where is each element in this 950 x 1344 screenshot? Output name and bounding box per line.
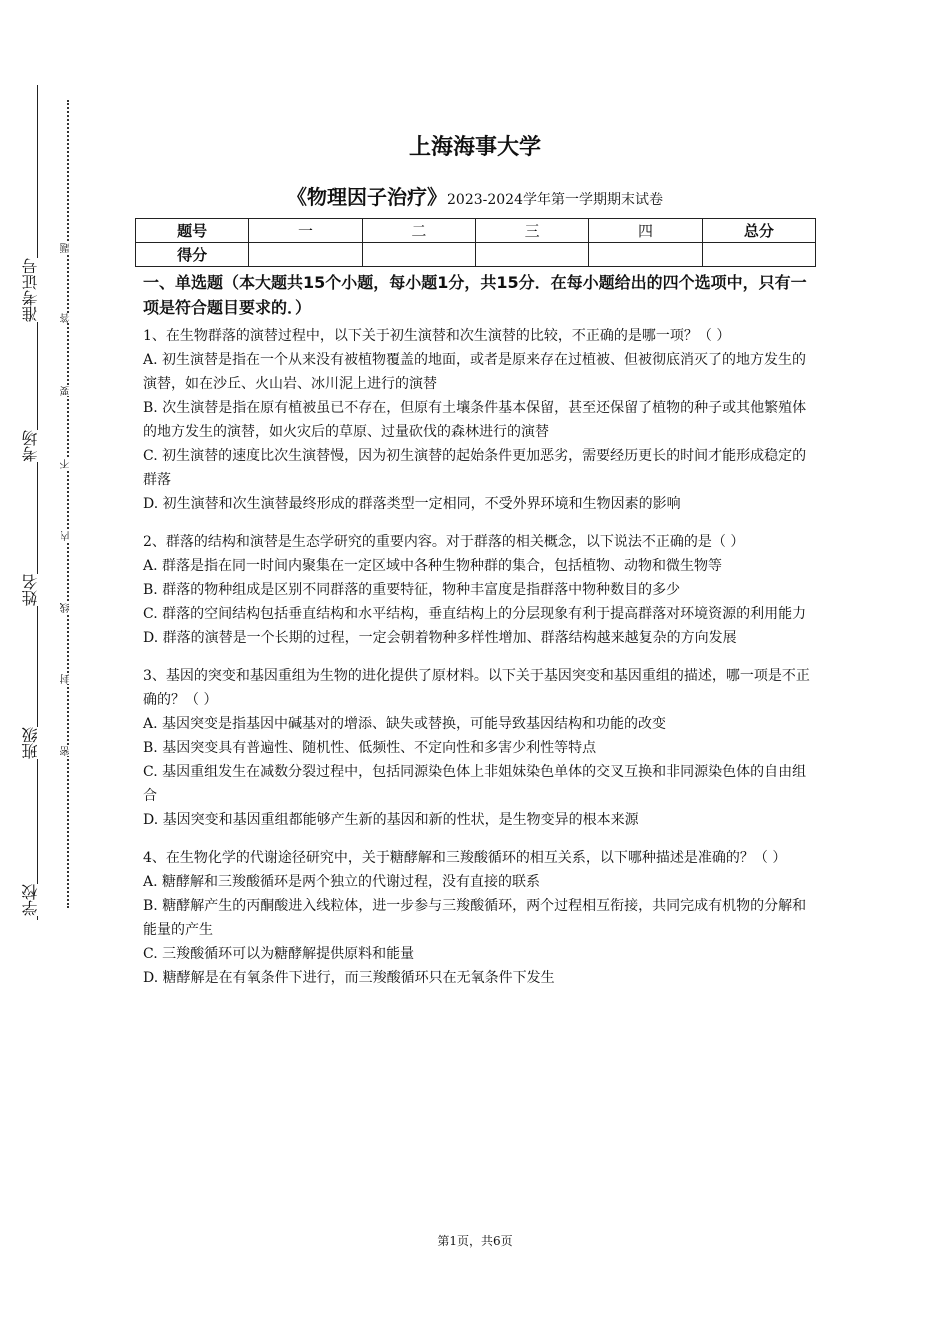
option-c: C. 初生演替的速度比次生演替慢，因为初生演替的起始条件更加恶劣，需要经历更长的时间才能形成稳定的群落 — [143, 448, 807, 488]
option-a: A. 基因突变是指基因中碱基对的增添、缺失或替换，可能导致基因结构和功能的改变 — [143, 716, 667, 732]
binding-fill-line — [37, 85, 38, 920]
score-row-label: 得分 — [136, 243, 249, 267]
score-table-header: 总分 — [702, 219, 815, 243]
option-d: D. 糖酵解是在有氧条件下进行，而三羧酸循环只在无氧条件下发生 — [143, 970, 555, 986]
option-c: C. 群落的空间结构包括垂直结构和水平结构，垂直结构上的分层现象有利于提高群落对环境资源的利用能力 — [143, 606, 807, 622]
question-3 — [143, 664, 813, 832]
option-b: B. 基因突变具有普遍性、随机性、低频性、不定向性和多害少利性等特点 — [143, 740, 597, 756]
seal-char: 题 — [61, 243, 75, 253]
question-4 — [143, 846, 813, 990]
option-b: B. 糖酵解产生的丙酮酸进入线粒体，进一步参与三羧酸循环，两个过程相互衔接，共同完成有机物的分解和能量的产生 — [143, 898, 807, 938]
seal-char: 答 — [61, 313, 75, 323]
class-label: 班级 — [21, 727, 43, 759]
question-stem: 2、群落的结构和演替是生态学研究的重要内容。对于群落的相关概念，以下说法不正确的是（ ） — [143, 534, 745, 550]
seal-char: 内 — [61, 531, 75, 541]
score-table-header: 题号 — [136, 219, 249, 243]
option-c: C. 三羧酸循环可以为糖酵解提供原料和能量 — [143, 946, 415, 962]
seal-char: 密 — [61, 746, 75, 756]
score-table-score-row — [136, 243, 816, 267]
seal-char: 封 — [61, 674, 75, 684]
option-d: D. 群落的演替是一个长期的过程，一定会朝着物种多样性增加、群落结构越来越复杂的方向发展 — [143, 630, 737, 646]
score-table-header: 二 — [362, 219, 475, 243]
score-cell[interactable] — [362, 243, 475, 267]
seal-char: 要 — [61, 386, 75, 396]
option-c: C. 基因重组发生在减数分裂过程中，包括同源染色体上非姐妹染色单体的交叉互换和非同源染色体的自由组合 — [143, 764, 807, 804]
page-footer: 第1页，共6页 — [437, 1234, 513, 1248]
option-d: D. 基因突变和基因重组都能够产生新的基因和新的性状，是生物变异的根本来源 — [143, 812, 639, 828]
score-cell[interactable] — [589, 243, 702, 267]
score-table — [135, 218, 816, 267]
option-a: A. 群落是指在同一时间内聚集在一定区域中各种生物种群的集合，包括植物、动物和微生物等 — [143, 558, 723, 574]
score-table-header-row — [136, 219, 816, 243]
seal-char: 线 — [61, 603, 75, 613]
section-heading: 一、单选题（本大题共15个小题，每小题1分，共15分．在每小题给出的四个选项中，只有一项是符合题目要求的．） — [143, 273, 807, 317]
score-cell[interactable] — [475, 243, 588, 267]
university-title: 上海海事大学 — [408, 135, 541, 160]
option-b: B. 次生演替是指在原有植被虽已不存在，但原有土壤条件基本保留，甚至还保留了植物的种子或其他繁殖体的地方发生的演替，如火灾后的草原、过量砍伐的森林进行的演替 — [143, 400, 807, 440]
name-label: 姓名 — [21, 574, 43, 606]
exam-room-label: 考场 — [21, 430, 43, 462]
question-1 — [143, 324, 813, 516]
score-cell[interactable] — [249, 243, 362, 267]
score-table-header: 一 — [249, 219, 362, 243]
seal-char: 不 — [61, 459, 75, 469]
exam-content — [143, 270, 813, 1004]
seal-dotted-line — [67, 100, 69, 908]
question-stem: 1、在生物群落的演替过程中，以下关于初生演替和次生演替的比较，不正确的是哪一项？（ ） — [143, 328, 731, 344]
school-label: 学校 — [21, 884, 43, 916]
term-text: 2023-2024学年第一学期期末试卷 — [447, 192, 663, 208]
question-stem: 4、在生物化学的代谢途径研究中，关于糖酵解和三羧酸循环的相互关系，以下哪种描述是准确的？（ ） — [143, 850, 787, 866]
option-a: A. 初生演替是指在一个从来没有被植物覆盖的地面，或者是原来存在过植被、但被彻底消灭了的地方发生的演替，如在沙丘、火山岩、冰川泥上进行的演替 — [143, 352, 807, 392]
option-a: A. 糖酵解和三羧酸循环是两个独立的代谢过程，没有直接的联系 — [143, 874, 541, 890]
question-2 — [143, 530, 813, 650]
option-b: B. 群落的物种组成是区别不同群落的重要特征，物种丰富度是指群落中物种数目的多少 — [143, 582, 681, 598]
score-cell[interactable] — [702, 243, 815, 267]
option-d: D. 初生演替和次生演替最终形成的群落类型一定相同，不受外界环境和生物因素的影响 — [143, 496, 681, 512]
score-table-header: 三 — [475, 219, 588, 243]
score-table-header: 四 — [589, 219, 702, 243]
course-name: 《物理因子治疗》 — [287, 185, 447, 209]
exam-subtitle — [0, 181, 950, 210]
exam-number-label: 准考证号 — [21, 258, 43, 322]
question-stem: 3、基因的突变和基因重组为生物的进化提供了原材料。以下关于基因突变和基因重组的描述，哪一项是不正确的？（ ） — [143, 668, 810, 708]
